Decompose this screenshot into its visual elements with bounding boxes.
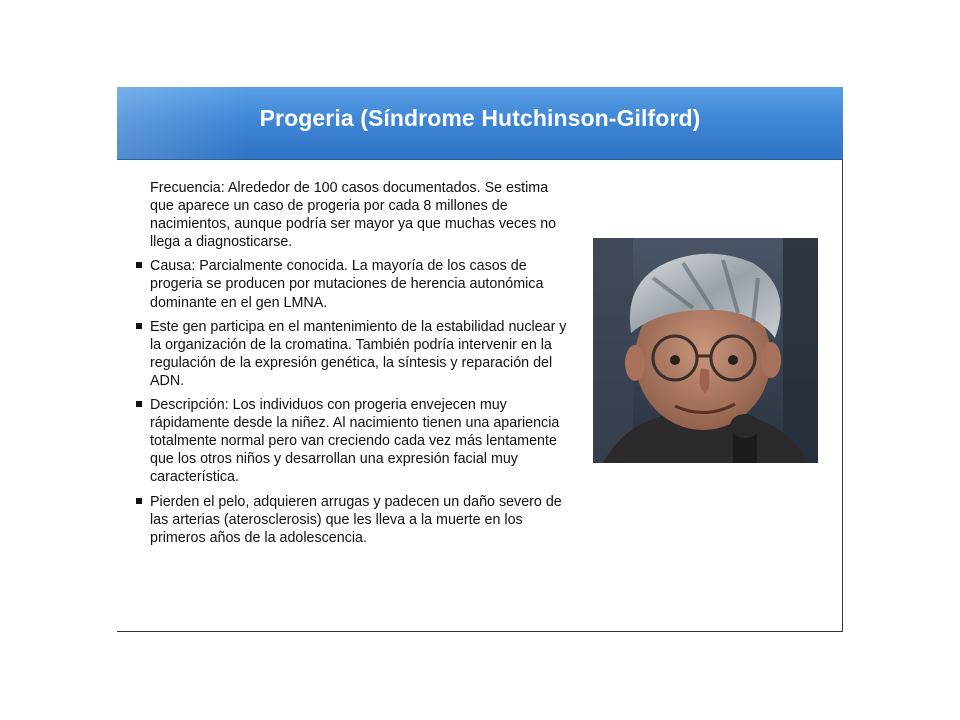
bullet-icon [136,262,142,268]
bullet-item-gen [134,318,574,390]
bullet-icon [136,498,142,504]
paragraph-text: Frecuencia: Alrededor de 100 casos documentados. Se estima que aparece un caso de progeria por cada 8 millones de nacimientos, aunque podría ser mayor ya que muchas veces no llega a diagnosticarse. [150,180,557,251]
bullet-item-descripcion [134,396,574,486]
bullet-text: Este gen participa en el mantenimiento de la estabilidad nuclear y la organización de la cromatina. También podría intervenir en la regulación de la expresión genética, la síntesis y reparación del ADN. [150,318,567,389]
bullet-text: Causa: Parcialmente conocida. La mayoría de los casos de progeria se producen por mutaciones de herencia autonómica dominante en el gen LMNA. [150,258,544,311]
title-bar [117,87,843,160]
slide-body [134,179,574,553]
bullet-item-consecuencias [134,493,574,547]
paragraph-frecuencia [134,179,574,251]
patient-photo [593,238,818,463]
bullet-text: Descripción: Los individuos con progeria envejecen muy rápidamente desde la niñez. Al nacimiento tienen una apariencia totalmente normal pero van creciendo cada vez más lentamente que los otros niños y desarrollan una expresión facial muy característica. [150,397,560,486]
bullet-item-causa [134,257,574,311]
bullet-icon [136,323,142,329]
bullet-icon [136,401,142,407]
bullet-text: Pierden el pelo, adquieren arrugas y padecen un daño severo de las arterias (aterosclerosis) que les lleva a la muerte en los primeros años de la adolescencia. [150,493,562,546]
slide-title: Progeria (Síndrome Hutchinson-Gilford) [259,105,701,131]
portrait-image [593,238,818,463]
